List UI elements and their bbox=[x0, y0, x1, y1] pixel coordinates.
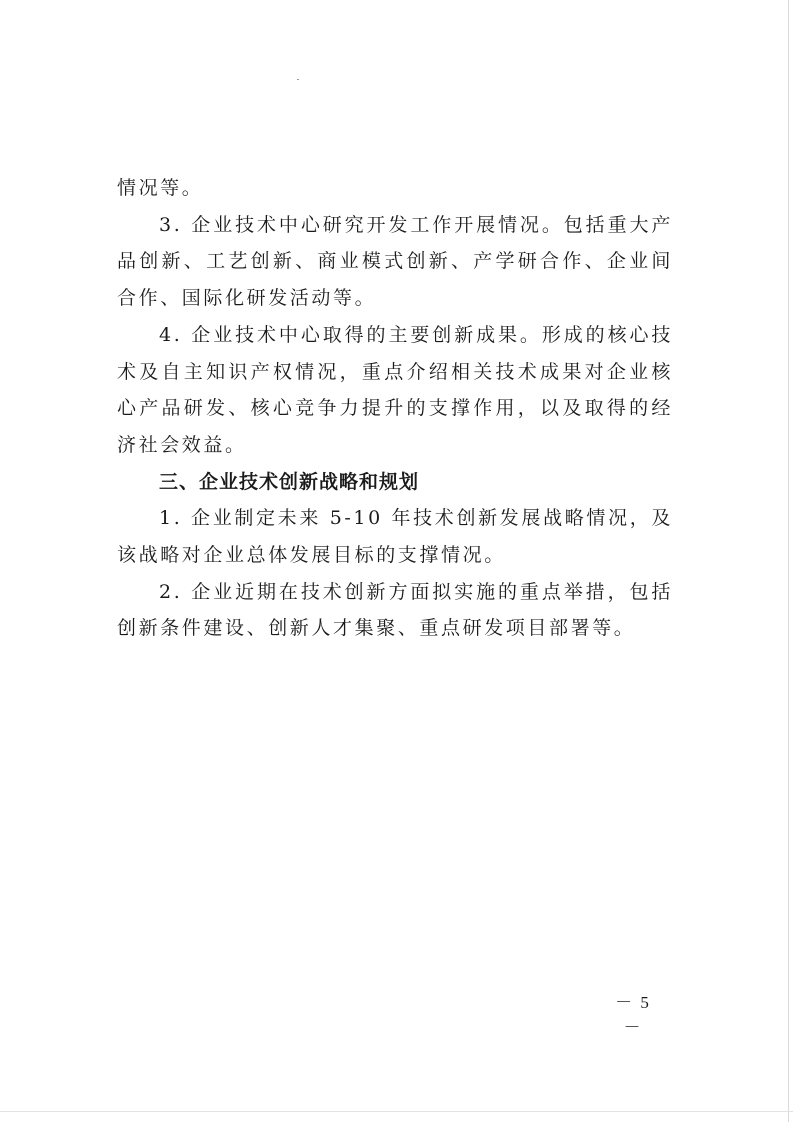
scan-speck bbox=[297, 79, 299, 80]
paragraph-continuation: 情况等。 bbox=[117, 177, 204, 199]
document-body bbox=[117, 170, 673, 647]
scan-edge-bottom bbox=[0, 1111, 793, 1112]
paragraph-item-4: 4. 企业技术中心取得的主要创新成果。形成的核心技术及自主知识产权情况，重点介绍相关技术成果对企业核心产品研发、核心竞争力提升的支撑作用，以及取得的经济社会效益。 bbox=[117, 323, 673, 456]
paragraph-item-3: 3. 企业技术中心研究开发工作开展情况。包括重大产品创新、工艺创新、商业模式创新、产学研合作、企业间合作、国际化研发活动等。 bbox=[117, 213, 673, 310]
section-heading-3: 三、企业技术创新战略和规划 bbox=[159, 470, 420, 493]
scan-edge-right bbox=[788, 0, 789, 1122]
page-number: － 5 － bbox=[615, 993, 651, 1037]
paragraph-strategy-1: 1. 企业制定未来 5-10 年技术创新发展战略情况，及该战略对企业总体发展目标的支撑情况。 bbox=[117, 507, 673, 567]
paragraph-strategy-2: 2. 企业近期在技术创新方面拟实施的重点举措，包括创新条件建设、创新人才集聚、重点研发项目部署等。 bbox=[117, 580, 673, 640]
